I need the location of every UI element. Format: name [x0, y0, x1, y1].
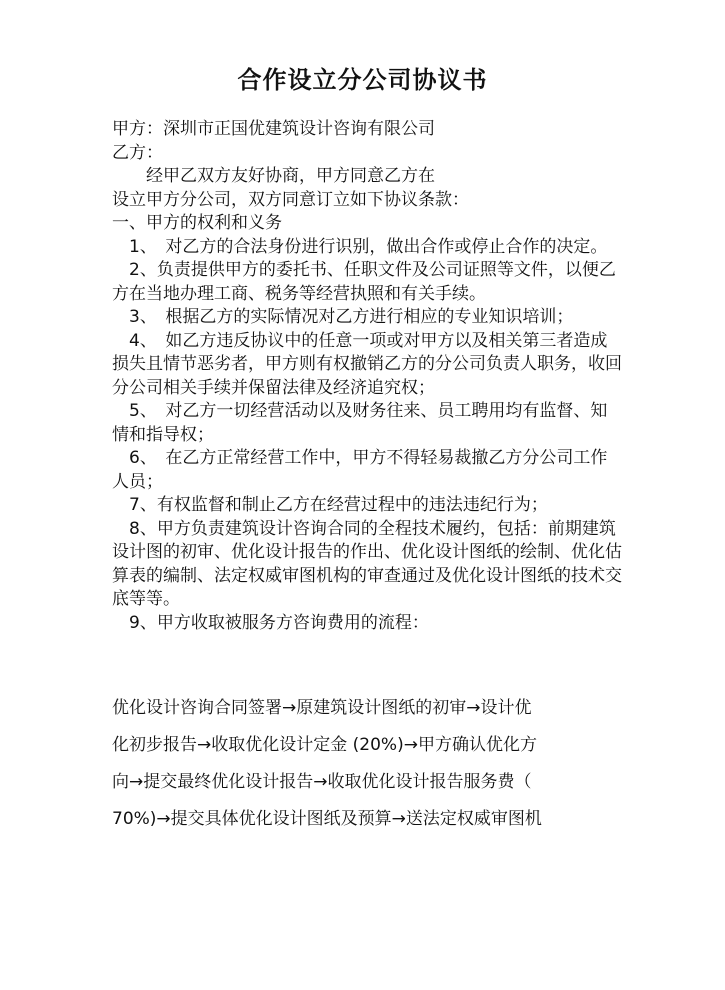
- clause-9: 9、甲方收取被服务方咨询费用的流程：: [129, 612, 429, 633]
- flow-line-4: 70%)→提交具体优化设计图纸及预算→送法定权威审图机: [112, 809, 542, 829]
- clause-5: 5、 对乙方一切经营活动以及财务往来、员工聘用均有监督、知情和指导权；: [112, 401, 608, 445]
- clause-4: 4、 如乙方违反协议中的任意一项或对甲方以及相关第三者造成损失且情节恶劣者，甲方则有权撤销乙方的分公司负责人职务，收回分公司相关手续并保留法律及经济追究权；: [112, 330, 622, 398]
- clause-2: 2、负责提供甲方的委托书、任职文件及公司证照等文件，以便乙方在当地办理工商、税务等经营执照和有关手续。: [112, 260, 616, 304]
- intro-line-1: 经甲乙双方友好协商，甲方同意乙方在: [146, 166, 435, 186]
- clause-3: 3、 根据乙方的实际情况对乙方进行相应的专业知识培训；: [129, 307, 574, 327]
- party-b-line: 乙方：: [112, 142, 163, 163]
- intro-line-2: 设立甲方分公司，双方同意订立如下协议条款：: [112, 189, 469, 210]
- clause-6: 6、 在乙方正常经营工作中，甲方不得轻易裁撤乙方分公司工作人员；: [112, 448, 608, 492]
- clause-8: 8、甲方负责建筑设计咨询合同的全程技术履约，包括：前期建筑设计图的初审、优化设计报告的作出、优化设计图纸的绘制、优化估算表的编制、法定权威审图机构的审查通过及优化设计图纸的技术交底等等。: [112, 518, 622, 609]
- agreement-body: [112, 118, 622, 635]
- flow-line-3: 向→提交最终优化设计报告→收取优化设计报告服务费（: [112, 772, 532, 792]
- flow-line-2: 化初步报告→收取优化设计定金 (20%)→甲方确认优化方: [112, 735, 537, 755]
- section-heading: 一、甲方的权利和义务: [112, 213, 282, 233]
- fee-flow: [112, 690, 612, 838]
- clause-1: 1、 对乙方的合法身份进行识别，做出合作或停止合作的决定。: [129, 236, 608, 257]
- clause-7: 7、有权监督和制止乙方在经营过程中的违法违纪行为；: [129, 495, 548, 515]
- flow-line-1: 优化设计咨询合同签署→原建筑设计图纸的初审→设计优: [112, 698, 532, 718]
- document-title: 合作设立分公司协议书: [237, 65, 488, 94]
- party-a-line: 甲方：深圳市正国优建筑设计咨询有限公司: [112, 119, 435, 139]
